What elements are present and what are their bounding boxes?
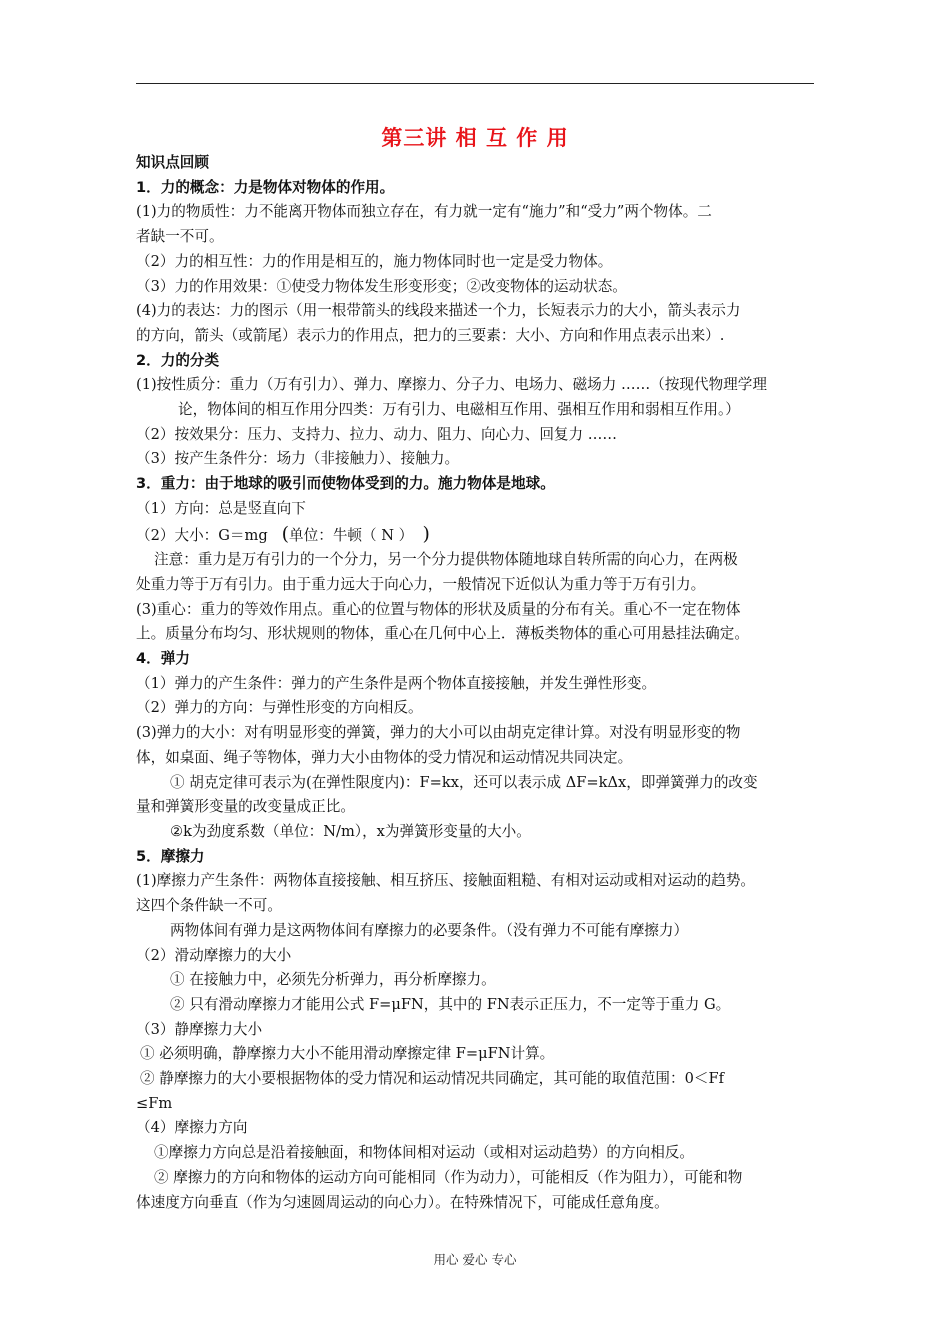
page-title: 第三讲 相 互 作 用 (381, 126, 569, 150)
paragraph-line: 这四个条件缺一不可。 (136, 897, 282, 915)
paragraph-line: (4)力的表达：力的图示（用一根带箭头的线段来描述一个力，长短表示力的大小，箭头表示力 (136, 302, 741, 320)
section-heading-2: 2．力的分类 (136, 351, 220, 369)
document-body (136, 151, 820, 1215)
paragraph-line: （2）按效果分：压力、支持力、拉力、动力、阻力、向心力、回复力 …… (136, 425, 617, 443)
paragraph-line: ②k为劲度系数（单位：N/m），x为弹簧形变量的大小。 (170, 822, 531, 840)
section-heading-5: 5．摩擦力 (136, 847, 205, 865)
paragraph-line: （4）摩擦力方向 (136, 1119, 248, 1137)
paragraph-line: ② 摩擦力的方向和物体的运动方向可能相同（作为动力），可能相反（作为阻力），可能和物 (154, 1168, 743, 1186)
paragraph-line: （3）力的作用效果：①使受力物体发生形变形变；②改变物体的运动状态。 (136, 277, 627, 295)
paragraph-line: (3)重心：重力的等效作用点。重心的位置与物体的形状及质量的分布有关。重心不一定在物体 (136, 600, 741, 618)
paragraph-line: ① 在接触力中，必须先分析弹力，再分析摩擦力。 (170, 971, 496, 989)
open-paren: ( (281, 522, 290, 545)
section-heading-review: 知识点回顾 (136, 154, 209, 171)
paragraph-line: （1）方向：总是竖直向下 (136, 499, 306, 517)
paragraph-line: (1)力的物质性：力不能离开物体而独立存在，有力就一定有“施力”和“受力”两个物体。二 (136, 203, 712, 221)
paragraph-line: 的方向，箭头（或箭尾）表示力的作用点，把力的三要素：大小、方向和作用点表示出来）. (136, 326, 725, 344)
paragraph-line: (3)弹力的大小：对有明显形变的弹簧，弹力的大小可以由胡克定律计算。对没有明显形变的物 (136, 724, 741, 742)
gravity-formula: （2）大小：G＝mg (136, 526, 268, 544)
paragraph-line: (1)按性质分：重力（万有引力）、弹力、摩擦力、分子力、电场力、磁场力 ……（按现代物理学理 (136, 376, 767, 394)
paragraph-line: 上。质量分布均匀、形状规则的物体，重心在几何中心上．薄板类物体的重心可用悬挂法确定。 (136, 625, 749, 643)
section-heading-4: 4．弹力 (136, 650, 190, 668)
paragraph-line: ① 胡克定律可表示为(在弹性限度内)：F=kx，还可以表示成 ΔF=kΔx，即弹簧弹力的改变 (170, 773, 758, 791)
paragraph-line: 量和弹簧形变量的改变量成正比。 (136, 798, 355, 816)
paragraph-line: 注意：重力是万有引力的一个分力，另一个分力提供物体随地球自转所需的向心力，在两极 (154, 551, 738, 569)
page-footer: 用心 爱心 专心 (433, 1252, 517, 1267)
section-heading-3: 3．重力：由于地球的吸引而使物体受到的力。施力物体是地球。 (136, 475, 555, 493)
paragraph-line: （2）滑动摩擦力的大小 (136, 946, 292, 964)
paragraph-line: (1)摩擦力产生条件：两物体直接接触、相互挤压、接触面粗糙、有相对运动或相对运动的趋势。 (136, 872, 756, 890)
paragraph-line: （3）静摩擦力大小 (136, 1020, 263, 1038)
unit-text: 单位：牛顿（ N ） (289, 526, 414, 544)
paragraph-line: 两物体间有弹力是这两物体间有摩擦力的必要条件。（没有弹力不可能有摩擦力） (170, 921, 689, 939)
paragraph-line: （1）弹力的产生条件：弹力的产生条件是两个物体直接接触，并发生弹性形变。 (136, 674, 657, 692)
paragraph-line: ① 必须明确，静摩擦力大小不能用滑动摩擦定律 F=μFN计算。 (140, 1045, 555, 1063)
section-heading-1: 1．力的概念：力是物体对物体的作用。 (136, 178, 395, 196)
paragraph-line: 论，物体间的相互作用分四类：万有引力、电磁相互作用、强相互作用和弱相互作用。） (178, 401, 740, 419)
close-paren: ) (422, 522, 430, 545)
paragraph-line: （2）弹力的方向：与弹性形变的方向相反。 (136, 699, 423, 717)
paragraph-line: ② 只有滑动摩擦力才能用公式 F=μFN，其中的 FN表示正压力，不一定等于重力 G。 (170, 995, 731, 1013)
paragraph-line: ② 静摩擦力的大小要根据物体的受力情况和运动情况共同确定，其可能的取值范围：0＜Ff (140, 1070, 725, 1088)
paragraph-line: 者缺一不可。 (136, 228, 224, 246)
paragraph-line: ≤Fm (136, 1094, 173, 1112)
paragraph-line: 体速度方向垂直（作为匀速圆周运动的向心力）。在特殊情况下，可能成任意角度。 (136, 1193, 669, 1211)
paragraph-line: 处重力等于万有引力。由于重力远大于向心力，一般情况下近似认为重力等于万有引力。 (136, 575, 706, 593)
paragraph-line: ①摩擦力方向总是沿着接触面，和物体间相对运动（或相对运动趋势）的方向相反。 (154, 1144, 694, 1162)
paragraph-line (136, 522, 820, 549)
header-rule (136, 83, 814, 84)
paragraph-line: （2）力的相互性：力的作用是相互的，施力物体同时也一定是受力物体。 (136, 252, 613, 270)
paragraph-line: 体，如桌面、绳子等物体，弹力大小由物体的受力情况和运动情况共同决定。 (136, 748, 633, 766)
paragraph-line: （3）按产生条件分：场力（非接触力）、接触力。 (136, 450, 460, 468)
